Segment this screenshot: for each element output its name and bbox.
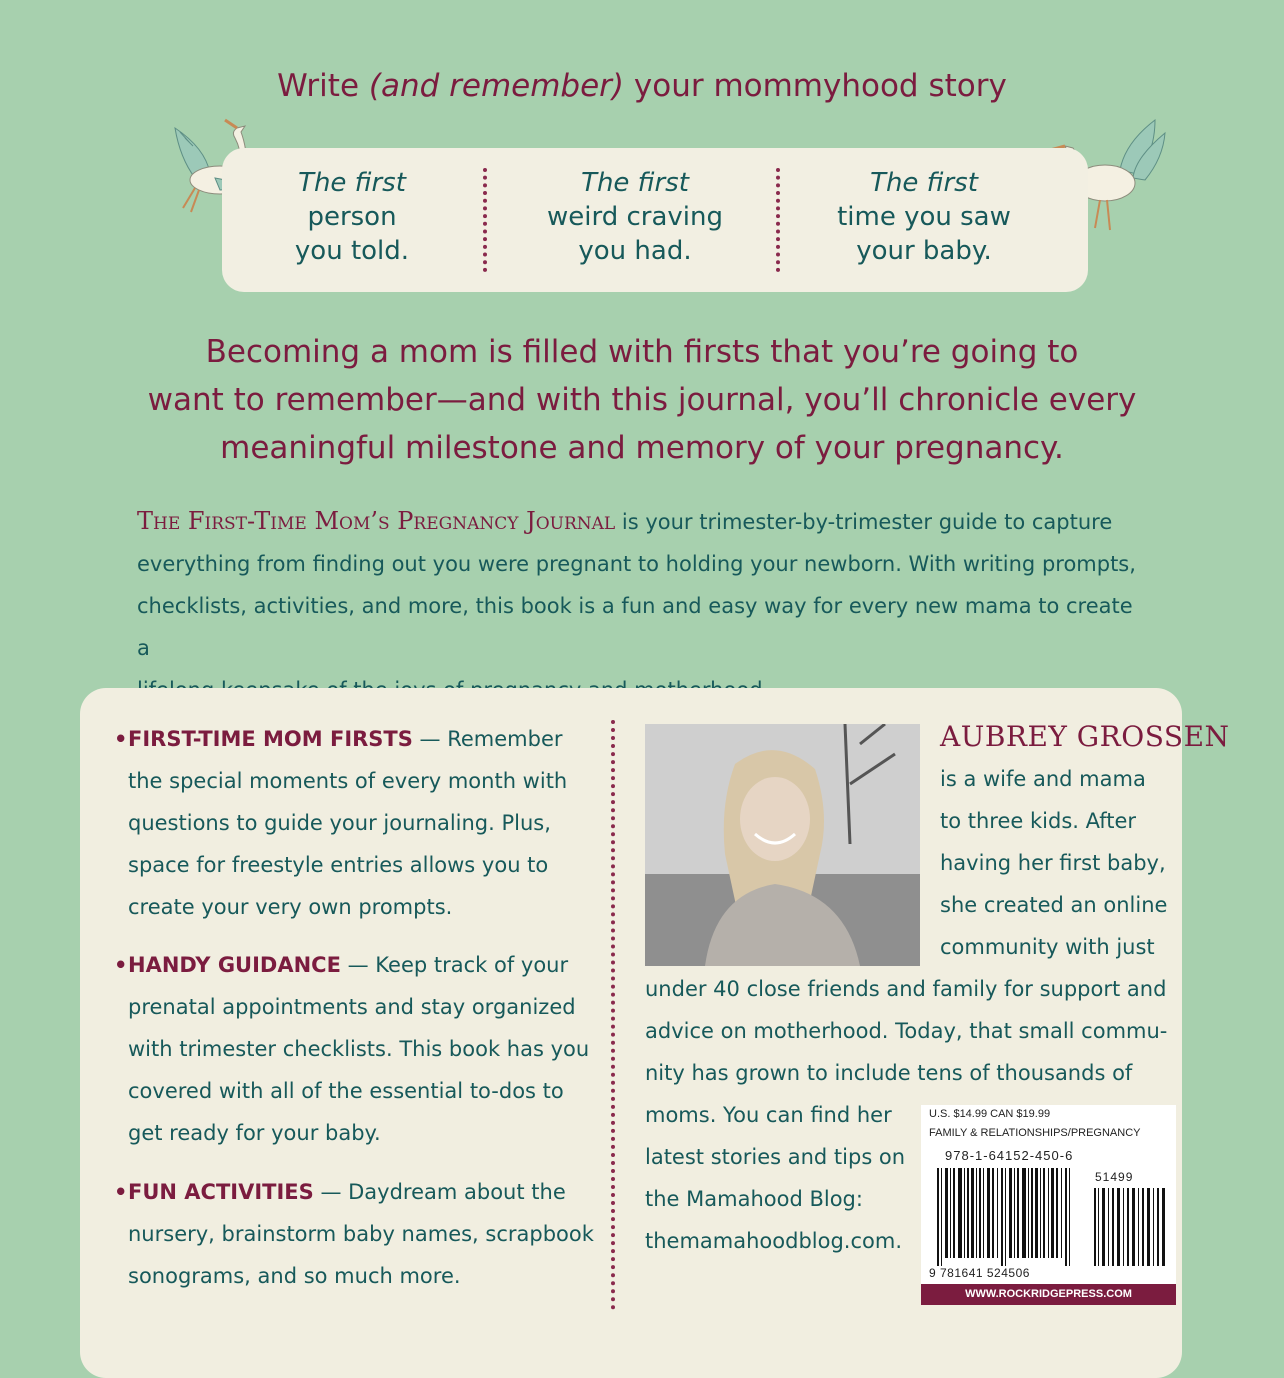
book-description [137, 500, 1147, 711]
first-item [804, 166, 1044, 268]
feature-fun-activities [114, 1171, 598, 1297]
price-text: U.S. $14.99 CAN $19.99 [929, 1108, 1051, 1120]
feature-text: nursery, brainstorm baby names, scrapbook [128, 1222, 594, 1246]
bio-line: she created an online [940, 893, 1168, 917]
isbn-text: 978-1-64152-450-6 [945, 1148, 1074, 1163]
feature-heading: FIRST-TIME MOM FIRSTS [128, 727, 413, 751]
bio-line: the Mamahood Blog: [645, 1187, 863, 1211]
intro-line: meaningful milestone and memory of your pregnancy. [220, 430, 1064, 466]
bio-line: to three kids. After [940, 809, 1137, 833]
first-line: you had. [578, 236, 692, 266]
feature-text: sonograms, and so much more. [128, 1264, 461, 1288]
first-lead: The first [581, 168, 689, 198]
dotted-divider [483, 168, 487, 272]
description-line: everything from finding out you were pregnant to holding your newborn. With writing prompts, [137, 552, 1136, 576]
bullet-icon: • [114, 1180, 128, 1204]
feature-text: prenatal appointments and stay organized [128, 995, 576, 1019]
author-photo [645, 724, 920, 966]
bio-line: is a wife and mama [940, 767, 1146, 791]
feature-text: — Keep track of your [340, 953, 569, 977]
category-text: FAMILY & RELATIONSHIPS/PREGNANCY [929, 1127, 1141, 1139]
supplement-barcode-icon [1092, 1188, 1170, 1266]
tagline [0, 68, 1284, 104]
book-title: The First-Time Mom’s Pregnancy Journal [137, 507, 616, 535]
feature-first-time-mom-firsts [114, 718, 598, 928]
barcode-icon [935, 1168, 1085, 1266]
firsts-banner [222, 148, 1088, 292]
dotted-divider [776, 168, 780, 272]
bio-line: nity has grown to include tens of thousands of [645, 1061, 1133, 1085]
first-lead: The first [870, 168, 978, 198]
intro-line: want to remember—and with this journal, you’ll chronicle every [147, 382, 1137, 418]
tagline-after: your mommyhood story [624, 68, 1007, 104]
description-line: is your trimester-by-trimester guide to capture [615, 510, 1113, 534]
first-item [232, 166, 472, 268]
first-line: your baby. [856, 236, 992, 266]
feature-handy-guidance [114, 944, 598, 1154]
bio-line: under 40 close friends and family for support and [645, 977, 1167, 1001]
bullet-icon: • [114, 727, 128, 751]
author-name: AUBREY GROSSEN [940, 720, 1230, 753]
dotted-divider [611, 720, 615, 1310]
first-line: time you saw [837, 202, 1011, 232]
feature-text: with trimester checklists. This book has you [128, 1037, 590, 1061]
feature-text: space for freestyle entries allows you to [128, 853, 549, 877]
publisher-website: WWW.ROCKRIDGEPRESS.COM [921, 1284, 1176, 1305]
ean-digits: 9 781641 524506 [929, 1266, 1030, 1280]
first-lead: The first [298, 168, 406, 198]
bullet-icon: • [114, 953, 128, 977]
intro-line: Becoming a mom is filled with firsts that you’re going to [205, 334, 1079, 370]
description-line: checklists, activities, and more, this book is a fun and easy way for every new mama to create a [137, 594, 1133, 660]
first-item [515, 166, 755, 268]
feature-text: create your very own prompts. [128, 895, 453, 919]
tagline-italic: (and remember) [368, 68, 625, 104]
feature-text: — Remember [412, 727, 563, 751]
feature-text: — Daydream about the [313, 1180, 566, 1204]
first-line: you told. [294, 236, 410, 266]
bio-line: latest stories and tips on [645, 1145, 906, 1169]
feature-heading: HANDY GUIDANCE [128, 953, 341, 977]
feature-text: get ready for your baby. [128, 1121, 381, 1145]
intro-text [100, 328, 1184, 472]
bio-line: advice on motherhood. Today, that small commu- [645, 1019, 1168, 1043]
bio-line: having her first baby, [940, 851, 1166, 875]
bio-line: moms. You can find her [645, 1103, 892, 1127]
feature-heading: FUN ACTIVITIES [128, 1180, 314, 1204]
bio-line: themamahoodblog.com. [645, 1229, 902, 1253]
bio-line: community with just [940, 935, 1155, 959]
feature-text: questions to guide your journaling. Plus, [128, 811, 551, 835]
first-line: person [307, 202, 397, 232]
supplement-code: 51499 [1095, 1170, 1134, 1184]
feature-text: covered with all of the essential to-dos to [128, 1079, 564, 1103]
first-line: weird craving [547, 202, 723, 232]
tagline-before: Write [277, 68, 369, 104]
author-photo-image [645, 724, 920, 966]
feature-text: the special moments of every month with [128, 769, 568, 793]
